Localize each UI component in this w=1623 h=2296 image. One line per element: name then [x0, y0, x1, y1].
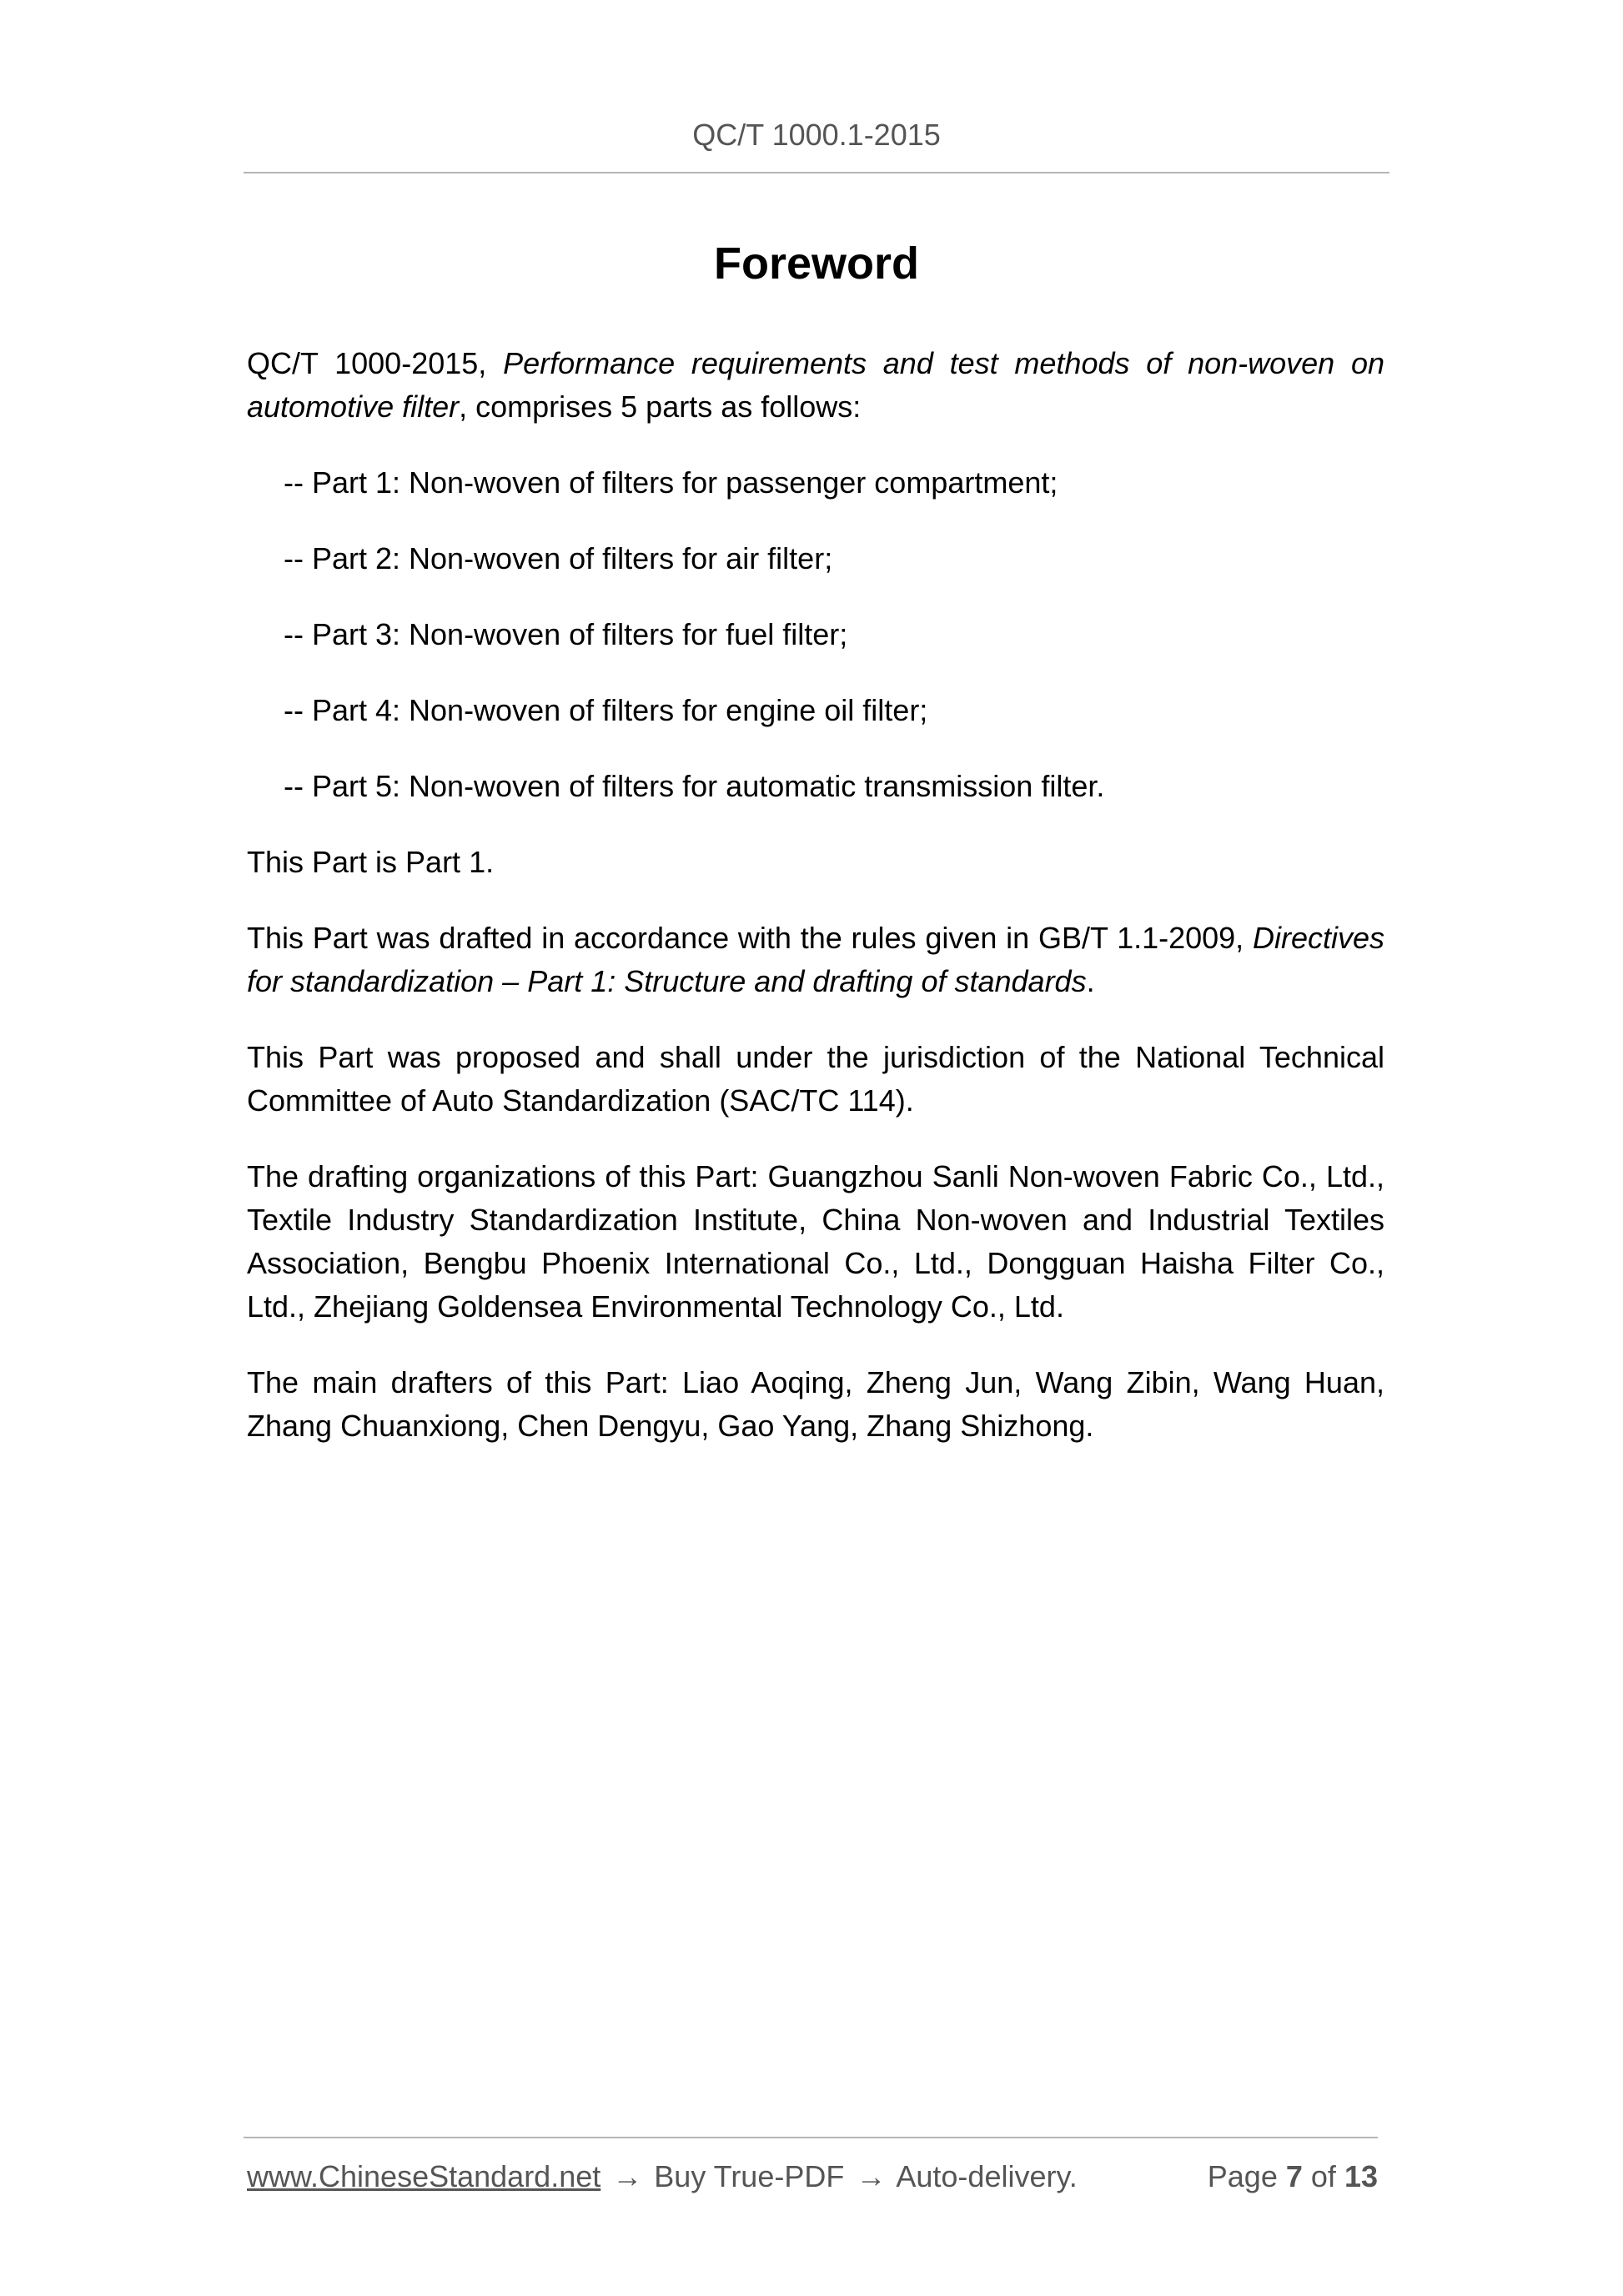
- arrow-right-icon: →: [612, 2159, 643, 2193]
- page-number: [1208, 2155, 1378, 2198]
- buy-text: Buy True-PDF: [654, 2159, 845, 2193]
- proposed-paragraph: This Part was proposed and shall under the jurisdiction of the National Technical Committee of Auto Standardization (SAC/TC 114).: [247, 1040, 1384, 1118]
- list-item-part-2: -- Part 2: Non-woven of filters for air filter;: [284, 541, 833, 575]
- drafted-prefix: This Part was drafted in accordance with the rules given in GB/T 1.1-2009,: [247, 921, 1253, 955]
- footer-divider: [244, 2137, 1378, 2138]
- list-item-part-5: -- Part 5: Non-woven of filters for automatic transmission filter.: [284, 769, 1105, 803]
- drafted-paragraph: [247, 917, 1384, 1003]
- list-item-part-4: -- Part 4: Non-woven of filters for engine oil filter;: [284, 693, 928, 727]
- arrow-right-icon: →: [856, 2159, 887, 2193]
- list-item-part-1: -- Part 1: Non-woven of filters for passenger compartment;: [284, 465, 1058, 500]
- header-divider: [244, 172, 1389, 173]
- footer-promo: [247, 2155, 1078, 2198]
- delivery-text: Auto-delivery.: [896, 2159, 1078, 2193]
- document-body: [247, 342, 1384, 1480]
- organizations-paragraph: The drafting organizations of this Part: Guangzhou Sanli Non-woven Fabric Co., Ltd., Textile Industry Standardization Institute, China Non-woven and Industrial Textiles Association, Bengbu Phoenix International Co., Ltd., Dongguan Haisha Filter Co., Ltd., Zhejiang Goldensea Environmental Technology Co., Ltd.: [247, 1159, 1384, 1324]
- page-of-label: of: [1310, 2159, 1336, 2193]
- site-link[interactable]: www.ChineseStandard.net: [247, 2159, 601, 2193]
- drafted-suffix: .: [1086, 964, 1095, 998]
- page-header-doc-number: QC/T 1000.1-2015: [692, 118, 941, 152]
- page-footer: [247, 2155, 1378, 2198]
- page-total: 13: [1344, 2159, 1378, 2193]
- page-title: Foreword: [713, 239, 919, 289]
- drafters-paragraph: The main drafters of this Part: Liao Aoqing, Zheng Jun, Wang Zibin, Wang Huan, Zhang Chuanxiong, Chen Dengyu, Gao Yang, Zhang Shizhong.: [247, 1365, 1384, 1443]
- drafted-reference-title: Directives for standardization – Part 1: Structure and drafting of standards: [247, 921, 1384, 998]
- intro-prefix: QC/T 1000-2015,: [247, 346, 504, 380]
- intro-standard-title: Performance requirements and test methods of non-woven on automotive filter: [247, 346, 1384, 424]
- this-part-paragraph: This Part is Part 1.: [247, 845, 495, 879]
- page-current: 7: [1285, 2159, 1303, 2193]
- intro-paragraph: [247, 342, 1384, 429]
- page-label: Page: [1207, 2159, 1278, 2193]
- intro-suffix: , comprises 5 parts as follows:: [459, 389, 862, 424]
- list-item-part-3: -- Part 3: Non-woven of filters for fuel filter;: [284, 617, 848, 651]
